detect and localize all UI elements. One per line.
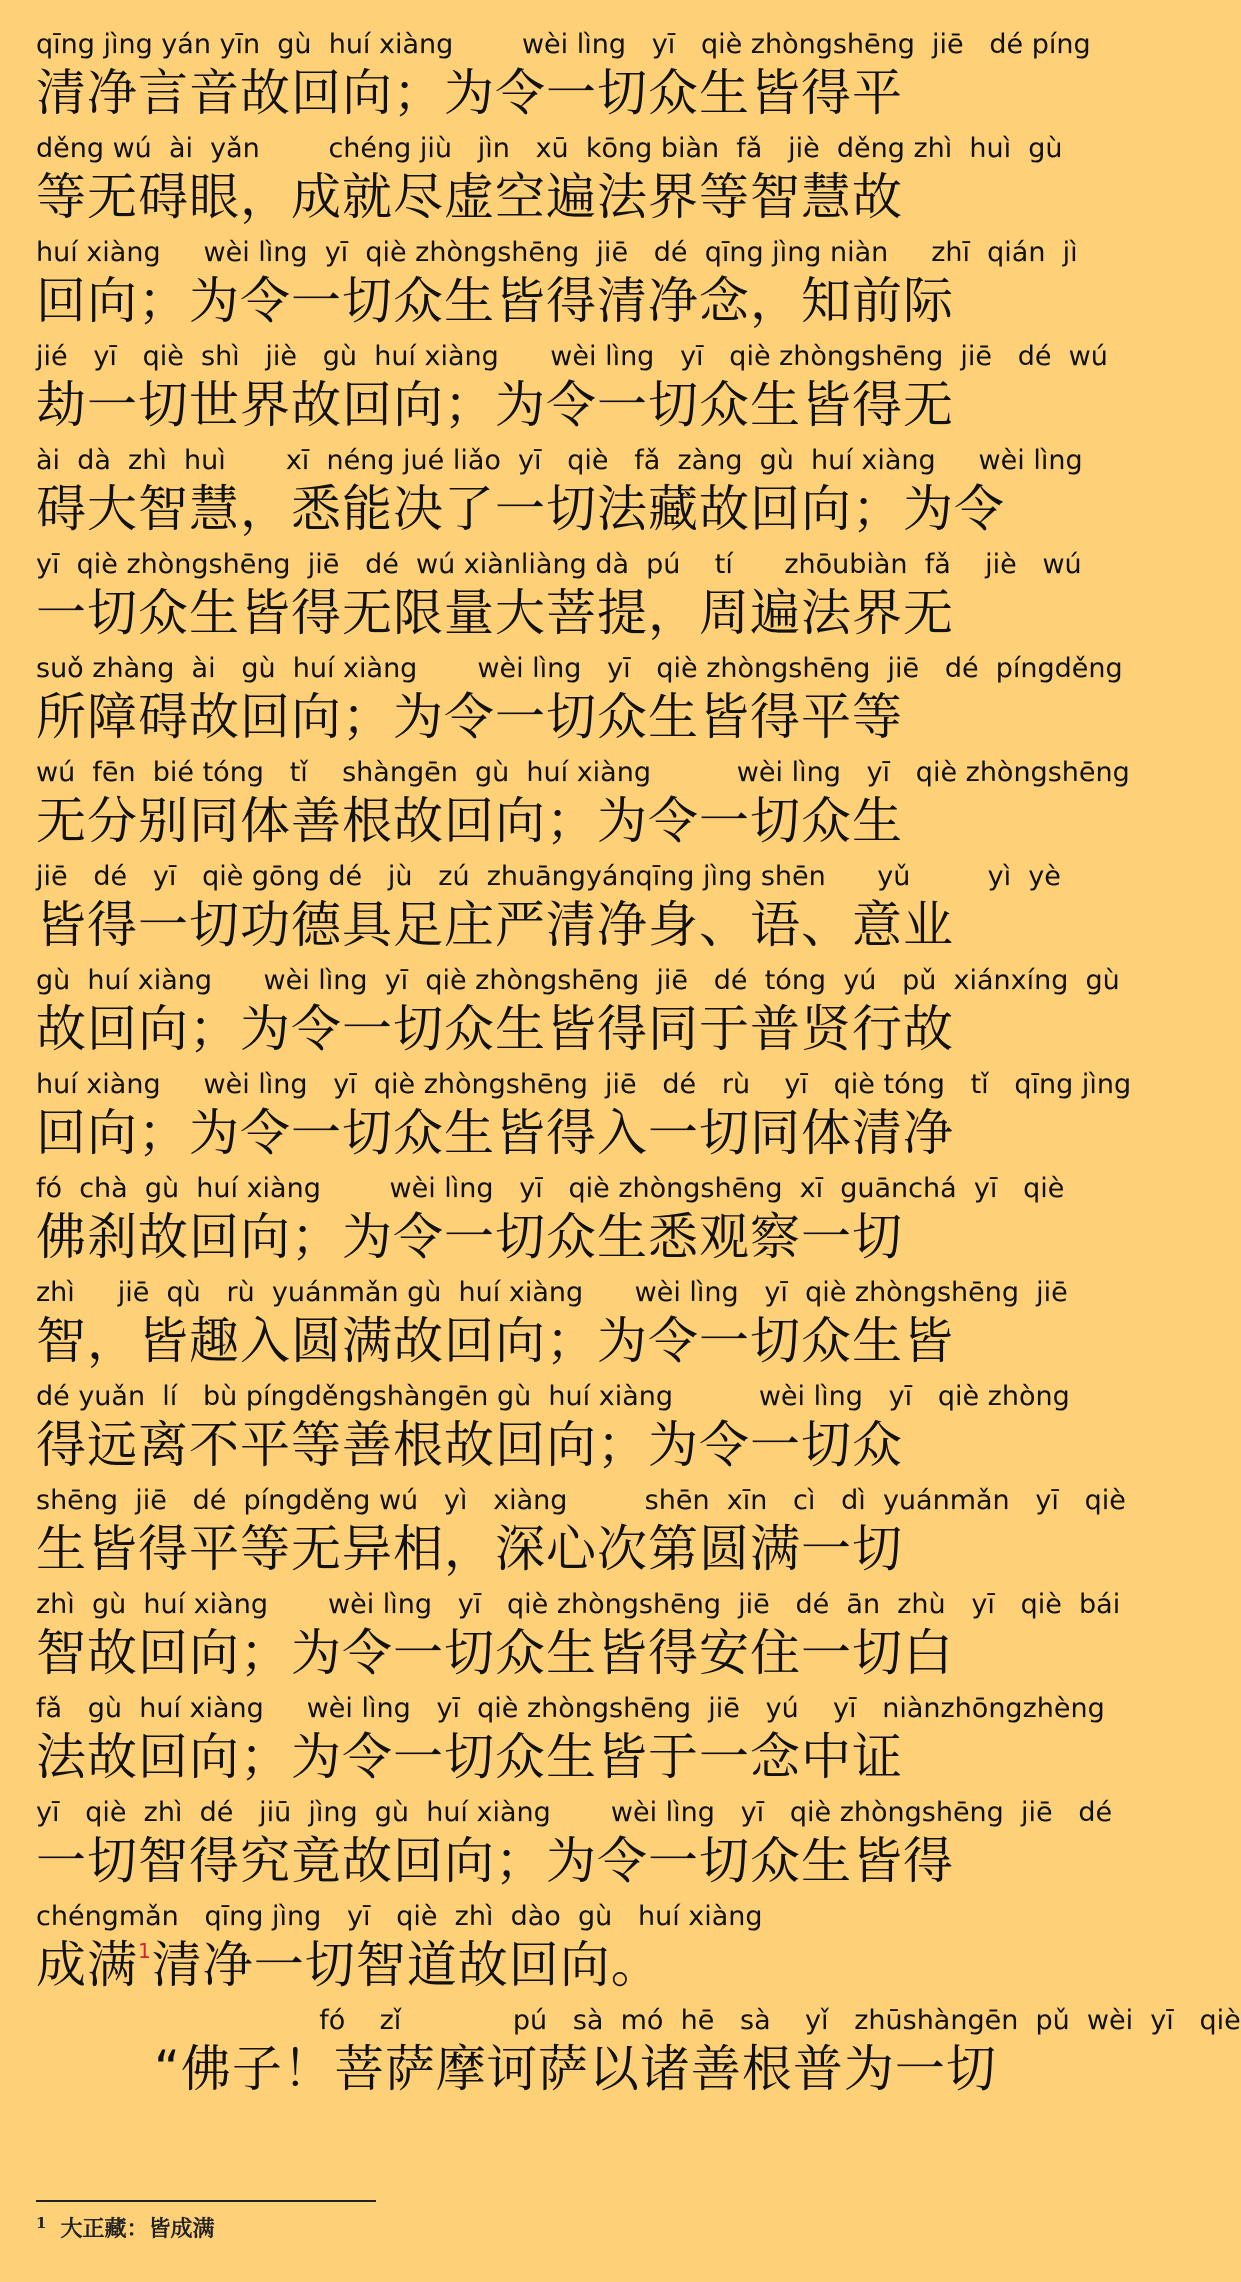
pinyin-line: zhì gù huí xiàng wèi lìng yī qiè zhòngshēng jiē dé ān zhù yī qiè bái bbox=[36, 1589, 1121, 1620]
hanzi-line: 佛刹故回向；为令一切众生悉观察一切 bbox=[36, 1208, 903, 1266]
text-line-4 bbox=[36, 340, 1108, 436]
pinyin-line: fǎ gù huí xiàng wèi lìng yī qiè zhòngshēng jiē yú yī niànzhōngzhèng bbox=[36, 1693, 1105, 1724]
text-line-3 bbox=[36, 236, 1078, 332]
text-line-16 bbox=[36, 1588, 1121, 1684]
pinyin-line: yī qiè zhòngshēng jiē dé wú xiànliàng dà pú tí zhōubiàn fǎ jiè wú bbox=[36, 549, 1082, 580]
text-line-7 bbox=[36, 652, 1123, 748]
text-line-12 bbox=[36, 1172, 1065, 1268]
text-line-9 bbox=[36, 860, 1061, 956]
text-line-13 bbox=[36, 1276, 1068, 1372]
hanzi-line: 得远离不平等善根故回向；为令一切众 bbox=[36, 1416, 903, 1474]
footnote-divider bbox=[36, 2200, 376, 2202]
hanzi-line: “佛子！菩萨摩诃萨以诸善根普为一切 bbox=[154, 2040, 997, 2098]
pinyin-line: dé yuǎn lí bù píngděngshàngēn gù huí xiàng wèi lìng yī qiè zhòng bbox=[36, 1381, 1070, 1412]
pinyin-line: fó zǐ pú sà mó hē sà yǐ zhūshàngēn pǔ wèi yī qiè bbox=[36, 2005, 1241, 2036]
text-line-1 bbox=[36, 28, 1091, 124]
pinyin-line: shēng jiē dé píngděng wú yì xiàng shēn xīn cì dì yuánmǎn yī qiè bbox=[36, 1485, 1126, 1516]
hanzi-line: 智故回向；为令一切众生皆得安住一切白 bbox=[36, 1624, 954, 1682]
pinyin-line: ài dà zhì huì xī néng jué liǎo yī qiè fǎ zàng gù huí xiàng wèi lìng bbox=[36, 445, 1083, 476]
hanzi-line bbox=[36, 1934, 1046, 1996]
pinyin-line: wú fēn bié tóng tǐ shàngēn gù huí xiàng wèi lìng yī qiè zhòngshēng bbox=[36, 757, 1130, 788]
hanzi-line: 智，皆趣入圆满故回向；为令一切众生皆 bbox=[36, 1312, 954, 1370]
text-line-15 bbox=[36, 1484, 1126, 1580]
text-line-17 bbox=[36, 1692, 1105, 1788]
text-line-11 bbox=[36, 1068, 1132, 1164]
hanzi-line: 无分别同体善根故回向；为令一切众生 bbox=[36, 792, 903, 850]
hanzi-line: 生皆得平等无异相，深心次第圆满一切 bbox=[36, 1520, 903, 1578]
hanzi-line: 回向；为令一切众生皆得清净念，知前际 bbox=[36, 272, 954, 330]
hanzi-line: 一切智得究竟故回向；为令一切众生皆得 bbox=[36, 1832, 954, 1890]
pinyin-line: huí xiàng wèi lìng yī qiè zhòngshēng jiē dé qīng jìng niàn zhī qián jì bbox=[36, 237, 1078, 268]
text-line-8 bbox=[36, 756, 1130, 852]
text-line-19 bbox=[36, 1900, 1046, 1996]
text-line-10 bbox=[36, 964, 1120, 1060]
hanzi-segment: 清净一切智道故回向。 bbox=[151, 1936, 662, 1994]
text-line-14 bbox=[36, 1380, 1070, 1476]
footnote-number: 1 bbox=[36, 2214, 47, 2232]
pinyin-line: zhì jiē qù rù yuánmǎn gù huí xiàng wèi lìng yī qiè zhòngshēng jiē bbox=[36, 1277, 1068, 1308]
text-line-20 bbox=[36, 2004, 1241, 2100]
hanzi-line: 故回向；为令一切众生皆得同于普贤行故 bbox=[36, 1000, 954, 1058]
text-line-5 bbox=[36, 444, 1083, 540]
pinyin-line: jiē dé yī qiè gōng dé jù zú zhuāngyánqīng jìng shēn yǔ yì yè bbox=[36, 861, 1061, 892]
hanzi-line: 碍大智慧，悉能决了一切法藏故回向；为令 bbox=[36, 480, 1005, 538]
text-line-6 bbox=[36, 548, 1082, 644]
hanzi-line: 等无碍眼，成就尽虚空遍法界等智慧故 bbox=[36, 168, 903, 226]
pinyin-line: suǒ zhàng ài gù huí xiàng wèi lìng yī qiè zhòngshēng jiē dé píngděng bbox=[36, 653, 1123, 684]
footnote-text: 大正藏：皆成满 bbox=[60, 2216, 215, 2242]
hanzi-line: 回向；为令一切众生皆得入一切同体清净 bbox=[36, 1104, 954, 1162]
text-line-18 bbox=[36, 1796, 1113, 1892]
hanzi-line: 皆得一切功德具足庄严清净身、语、意业 bbox=[36, 896, 954, 954]
hanzi-line: 清净言音故回向；为令一切众生皆得平 bbox=[36, 64, 903, 122]
pinyin-line: yī qiè zhì dé jiū jìng gù huí xiàng wèi lìng yī qiè zhòngshēng jiē dé bbox=[36, 1797, 1113, 1828]
pinyin-line: gù huí xiàng wèi lìng yī qiè zhòngshēng jiē dé tóng yú pǔ xiánxíng gù bbox=[36, 965, 1120, 996]
footnote-reference[interactable]: 1 bbox=[138, 1939, 152, 1963]
hanzi-line: 劫一切世界故回向；为令一切众生皆得无 bbox=[36, 376, 954, 434]
pinyin-line: jié yī qiè shì jiè gù huí xiàng wèi lìng yī qiè zhòngshēng jiē dé wú bbox=[36, 341, 1108, 372]
hanzi-line: 所障碍故回向；为令一切众生皆得平等 bbox=[36, 688, 903, 746]
footnote bbox=[36, 2212, 214, 2243]
hanzi-line: 法故回向；为令一切众生皆于一念中证 bbox=[36, 1728, 903, 1786]
pinyin-line: chéngmǎn qīng jìng yī qiè zhì dào gù huí xiàng bbox=[36, 1901, 763, 1932]
hanzi-segment: 成满 bbox=[36, 1936, 138, 1994]
hanzi-line: 一切众生皆得无限量大菩提，周遍法界无 bbox=[36, 584, 954, 642]
pinyin-line: děng wú ài yǎn chéng jiù jìn xū kōng biàn fǎ jiè děng zhì huì gù bbox=[36, 133, 1063, 164]
pinyin-line: fó chà gù huí xiàng wèi lìng yī qiè zhòngshēng xī guānchá yī qiè bbox=[36, 1173, 1065, 1204]
pinyin-line: qīng jìng yán yīn gù huí xiàng wèi lìng yī qiè zhòngshēng jiē dé píng bbox=[36, 29, 1091, 60]
text-line-2 bbox=[36, 132, 1063, 228]
pinyin-line: huí xiàng wèi lìng yī qiè zhòngshēng jiē dé rù yī qiè tóng tǐ qīng jìng bbox=[36, 1069, 1132, 1100]
